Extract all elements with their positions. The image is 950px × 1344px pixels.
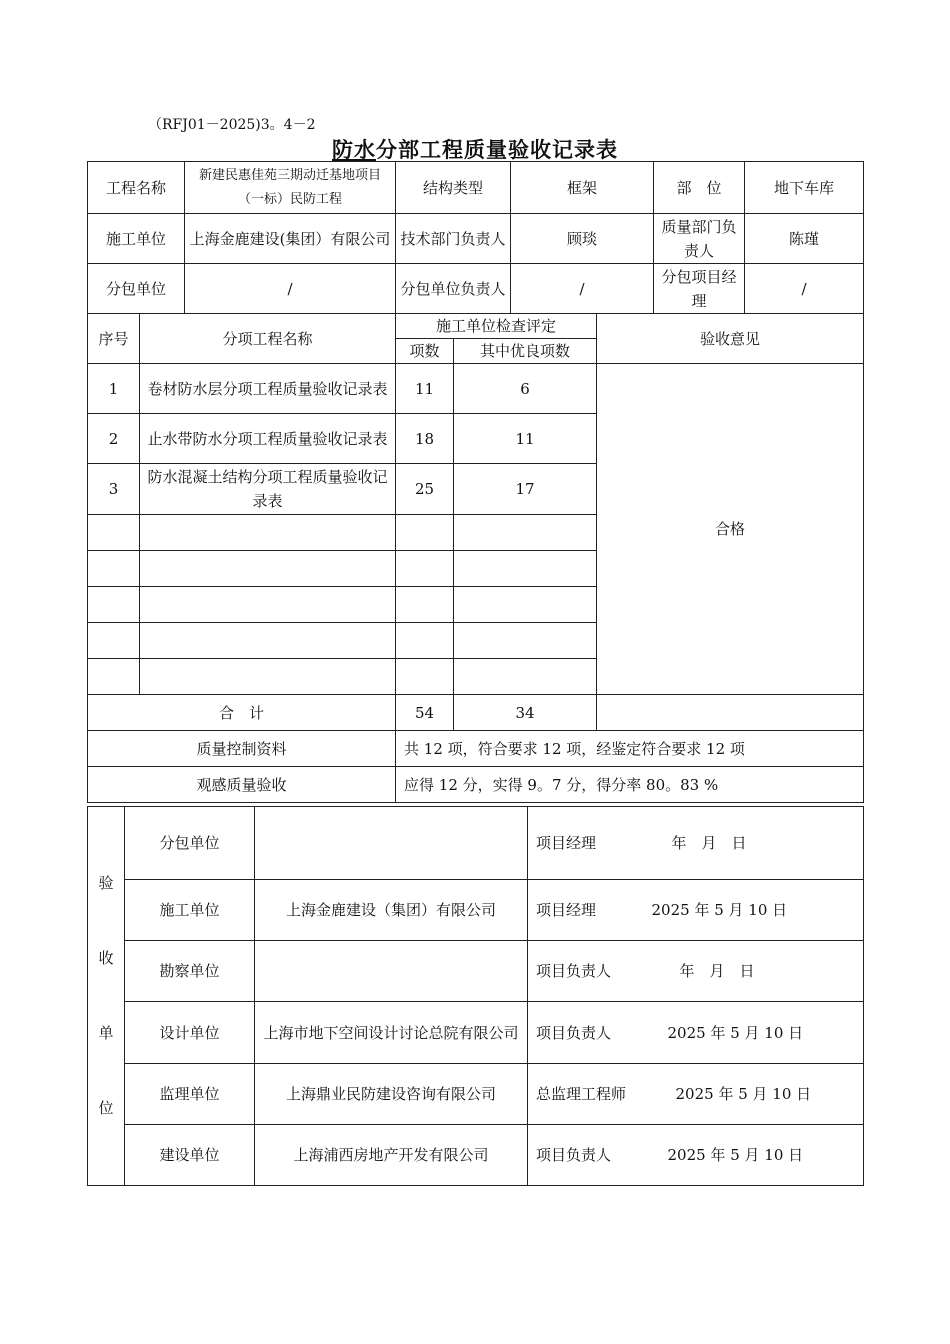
total-good: 34	[454, 695, 597, 731]
item-seq: 1	[88, 364, 140, 414]
contractor-value: 上海金鹿建设(集团）有限公司	[185, 214, 396, 264]
item-name: 卷材防水层分项工程质量验收记录表	[140, 364, 396, 414]
side-char: 验	[98, 874, 114, 892]
item-name: 防水混凝土结构分项工程质量验收记录表	[140, 464, 396, 515]
page-title	[0, 134, 950, 164]
structure-value: 框架	[511, 162, 654, 214]
signer-role: 项目负责人	[528, 1125, 648, 1186]
empty-cell	[140, 551, 396, 587]
document-code: （RFJ01－2025)3。4－2	[148, 117, 316, 133]
unit-name: 建设单位	[125, 1125, 255, 1186]
unit-name: 设计单位	[125, 1002, 255, 1064]
empty-cell	[140, 515, 396, 551]
seq-header: 序号	[88, 314, 140, 364]
check-header: 施工单位检查评定	[396, 314, 597, 339]
unit-company: 上海市地下空间设计讨论总院有限公司	[255, 1002, 528, 1064]
sign-date: 2025 年 5 月 10 日	[648, 880, 864, 941]
item-good: 6	[454, 364, 597, 414]
unit-company	[255, 807, 528, 880]
item-name: 止水带防水分项工程质量验收记录表	[140, 414, 396, 464]
unit-name: 勘察单位	[125, 941, 255, 1002]
appearance-label: 观感质量验收	[88, 767, 396, 803]
empty-cell	[140, 659, 396, 695]
quality-head-value: 陈瑾	[745, 214, 864, 264]
empty-cell	[88, 623, 140, 659]
unit-name: 施工单位	[125, 880, 255, 941]
sub-head-label: 分包单位负责人	[396, 264, 511, 314]
side-char: 收	[98, 949, 114, 967]
sub-pm-label: 分包项目经 理	[654, 264, 745, 314]
item-good: 17	[454, 464, 597, 515]
total-label: 合 计	[88, 695, 396, 731]
total-count: 54	[396, 695, 454, 731]
sign-date: 2025 年 5 月 10 日	[648, 1064, 864, 1125]
empty-cell	[454, 587, 597, 623]
unit-company: 上海浦西房地产开发有限公司	[255, 1125, 528, 1186]
empty-cell	[454, 515, 597, 551]
signer-role: 项目经理	[528, 880, 648, 941]
inspection-table	[87, 161, 864, 803]
item-count: 25	[396, 464, 454, 515]
unit-name: 分包单位	[125, 807, 255, 880]
location-label: 部 位	[654, 162, 745, 214]
title-rest: 分部工程质量验收记录表	[376, 137, 618, 162]
item-name-header: 分项工程名称	[140, 314, 396, 364]
sub-head-value: /	[511, 264, 654, 314]
sign-date: 年 月 日	[648, 941, 864, 1002]
sub-pm-value: /	[745, 264, 864, 314]
empty-cell	[597, 695, 864, 731]
empty-cell	[88, 551, 140, 587]
item-seq: 3	[88, 464, 140, 515]
structure-label: 结构类型	[396, 162, 511, 214]
qc-text: 共 12 项，符合要求 12 项，经鉴定符合要求 12 项	[396, 731, 864, 767]
appearance-text: 应得 12 分，实得 9。7 分，得分率 80。83 %	[396, 767, 864, 803]
qc-label: 质量控制资料	[88, 731, 396, 767]
empty-cell	[454, 551, 597, 587]
empty-cell	[396, 515, 454, 551]
empty-cell	[88, 659, 140, 695]
title-subject: 防水	[332, 137, 376, 162]
tech-head-label: 技术部门负责人	[396, 214, 511, 264]
contractor-label: 施工单位	[88, 214, 185, 264]
quality-head-label: 质量部门负责人	[654, 214, 745, 264]
signer-role: 项目负责人	[528, 1002, 648, 1064]
project-name-label: 工程名称	[88, 162, 185, 214]
count-header: 项数	[396, 339, 454, 364]
sub-value: /	[185, 264, 396, 314]
signer-role: 总监理工程师	[528, 1064, 648, 1125]
empty-cell	[454, 659, 597, 695]
empty-cell	[140, 623, 396, 659]
item-count: 18	[396, 414, 454, 464]
good-header: 其中优良项数	[454, 339, 597, 364]
empty-cell	[140, 587, 396, 623]
project-name: 新建民惠佳苑三期动迁基地项目（一标）民防工程	[185, 162, 396, 214]
item-seq: 2	[88, 414, 140, 464]
sign-date: 年 月 日	[648, 807, 864, 880]
sign-date: 2025 年 5 月 10 日	[648, 1125, 864, 1186]
unit-company: 上海鼎业民防建设咨询有限公司	[255, 1064, 528, 1125]
side-char: 位	[98, 1099, 114, 1117]
empty-cell	[396, 659, 454, 695]
empty-cell	[396, 551, 454, 587]
unit-name: 监理单位	[125, 1064, 255, 1125]
sign-date: 2025 年 5 月 10 日	[648, 1002, 864, 1064]
empty-cell	[454, 623, 597, 659]
signer-role: 项目负责人	[528, 941, 648, 1002]
item-good: 11	[454, 414, 597, 464]
unit-company: 上海金鹿建设（集团）有限公司	[255, 880, 528, 941]
empty-cell	[88, 515, 140, 551]
signer-role: 项目经理	[528, 807, 648, 880]
location-value: 地下车库	[745, 162, 864, 214]
sub-label: 分包单位	[88, 264, 185, 314]
item-count: 11	[396, 364, 454, 414]
opinion-header: 验收意见	[597, 314, 864, 364]
side-char: 单	[98, 1024, 114, 1042]
acceptance-side-label	[88, 807, 125, 1186]
acceptance-table	[87, 806, 864, 1186]
unit-company	[255, 941, 528, 1002]
opinion-value: 合格	[597, 364, 864, 695]
empty-cell	[396, 587, 454, 623]
empty-cell	[396, 623, 454, 659]
empty-cell	[88, 587, 140, 623]
tech-head-value: 顾琰	[511, 214, 654, 264]
